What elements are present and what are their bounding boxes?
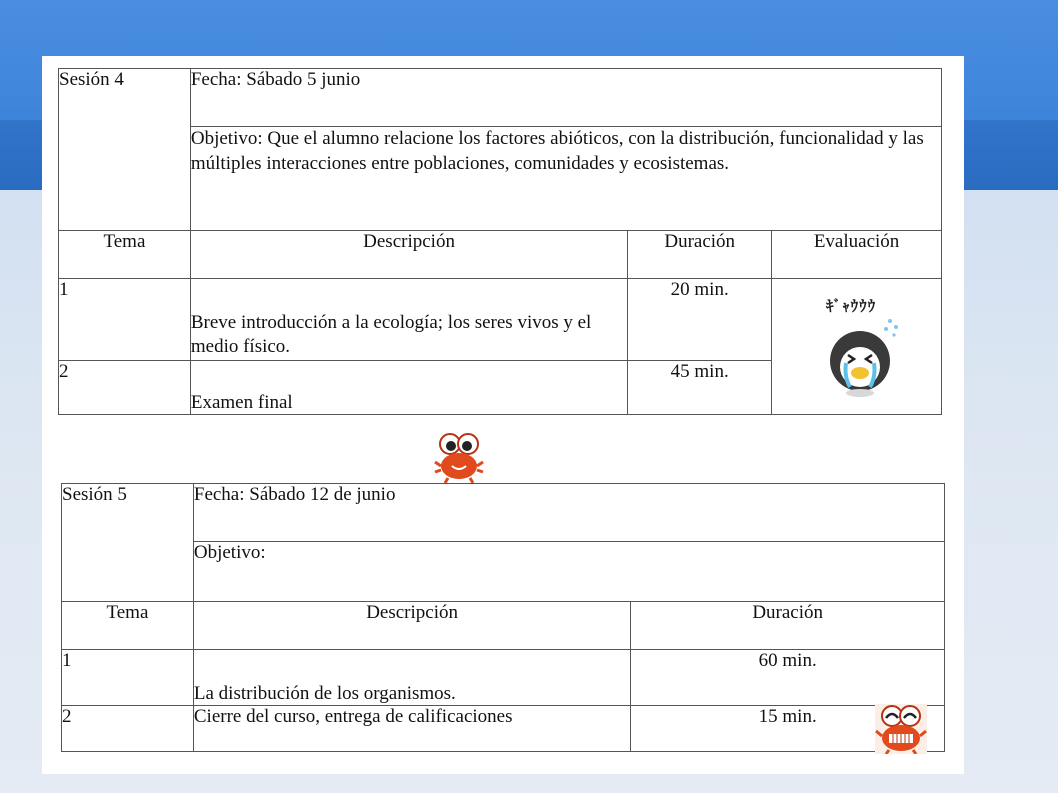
header-tema: Tema (62, 602, 194, 650)
row-1-duracion: 20 min. (628, 279, 772, 361)
crab-icon (434, 432, 484, 484)
row-2-tema: 2 (59, 361, 191, 415)
header-duracion: Duración (628, 231, 772, 279)
header-descripcion: Descripción (190, 231, 627, 279)
crying-penguin-icon (824, 315, 904, 397)
session-label: Sesión 4 (59, 69, 191, 231)
row-2-duracion: 15 min. (758, 706, 817, 727)
session-4-table (58, 68, 942, 415)
session-objective: Objetivo: (193, 542, 944, 602)
header-descripcion: Descripción (193, 602, 630, 650)
header-duracion: Duración (631, 602, 945, 650)
row-2-descripcion: Examen final (190, 361, 627, 415)
slide (42, 56, 964, 774)
session-date: Fecha: Sábado 5 junio (190, 69, 941, 127)
row-1-descripcion: Breve introducción a la ecología; los seres vivos y el medio físico. (190, 279, 627, 361)
evaluacion-cell (772, 279, 942, 415)
session-objective: Objetivo: Que el alumno relacione los factores abióticos, con la distribución, funcionalidad y las múltiples interacciones entre poblaciones, comunidades y ecosistemas. (190, 127, 941, 231)
session-5-table (61, 483, 945, 752)
row-1-descripcion: La distribución de los organismos. (193, 650, 630, 706)
session-date: Fecha: Sábado 12 de junio (193, 484, 944, 542)
header-evaluacion: Evaluación (772, 231, 942, 279)
row-1-tema: 1 (59, 279, 191, 361)
row-2-duracion: 45 min. (628, 361, 772, 415)
laughing-crab-icon (875, 704, 927, 754)
sticker-text: ｷﾞｬｳｳｳ (826, 297, 877, 315)
header-tema: Tema (59, 231, 191, 279)
row-1-tema: 1 (62, 650, 194, 706)
row-2-tema: 2 (62, 706, 194, 752)
session-label: Sesión 5 (62, 484, 194, 602)
row-2-descripcion: Cierre del curso, entrega de calificaciones (193, 706, 630, 752)
row-1-duracion: 60 min. (631, 650, 945, 706)
